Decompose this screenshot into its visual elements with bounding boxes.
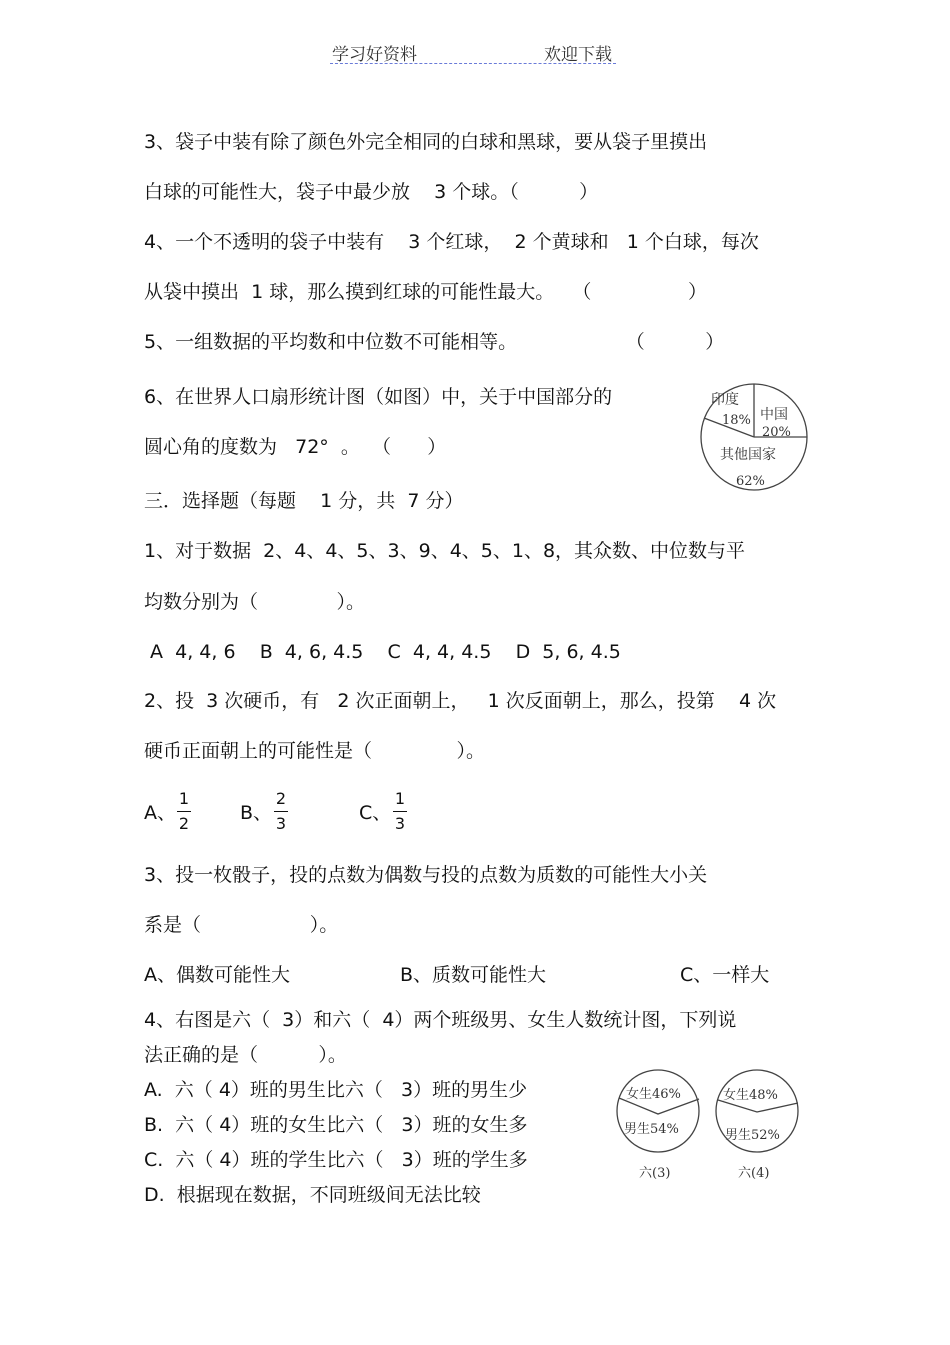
label-class: 六(3) <box>639 1166 671 1181</box>
page-header <box>0 0 950 70</box>
label-boys: 男生52% <box>725 1128 780 1143</box>
header-left: 学习好资料 <box>332 45 417 65</box>
q3-option-c: C、一样大 <box>680 964 770 986</box>
text-line: 法正确的是（ ）。 <box>144 1044 347 1066</box>
text-line: 1、对于数据 2、4、4、5、3、9、4、5、1、8，其众数、中位数与平 <box>144 540 746 562</box>
q3-option-a: A、偶数可能性大 <box>144 964 290 986</box>
options-line: A 4, 4, 6 B 4, 6, 4.5 C 4, 4, 4.5 D 5, 6, 4.5 <box>144 641 621 663</box>
denominator: 2 <box>178 814 190 833</box>
header-right: 欢迎下载 <box>544 45 612 65</box>
text-line: 4、右图是六（ 3）和六（ 4）两个班级男、女生人数统计图，下列说 <box>144 1009 737 1031</box>
fraction-a <box>177 790 191 833</box>
text-line: 6、在世界人口扇形统计图（如图）中，关于中国部分的 <box>144 386 613 408</box>
text-line: 3、投一枚骰子，投的点数为偶数与投的点数为质数的可能性大小关 <box>144 864 708 886</box>
option-b-label: B、 <box>240 802 273 824</box>
label-india-pct: 18% <box>722 413 751 428</box>
class-gender-pies <box>608 1066 808 1186</box>
text-line: 3、袋子中装有除了颜色外完全相同的白球和黑球，要从袋子里摸出 <box>144 131 708 153</box>
option-line: B. 六（ 4）班的女生比六（ 3）班的女生多 <box>144 1114 528 1136</box>
header-underline <box>330 63 616 64</box>
pie-outline <box>617 1070 699 1152</box>
option-c-label: C、 <box>359 802 392 824</box>
option-a-label: A、 <box>144 802 176 824</box>
label-class: 六(4) <box>738 1166 770 1181</box>
label-boys: 男生54% <box>624 1122 679 1137</box>
label-girls: 女生48% <box>723 1088 778 1103</box>
text-line: 5、一组数据的平均数和中位数不可能相等。 （ ） <box>144 331 725 353</box>
text-line: 系是（ ）。 <box>144 914 339 936</box>
option-line: C. 六（ 4）班的学生比六（ 3）班的学生多 <box>144 1149 528 1171</box>
label-china: 中国 <box>760 407 788 423</box>
text-line: 从袋中摸出 1 球，那么摸到红球的可能性最大。 （ ） <box>144 281 707 303</box>
text-line: 硬币正面朝上的可能性是（ ）。 <box>144 740 486 762</box>
pie-class-4 <box>716 1070 798 1181</box>
text-line: 4、一个不透明的袋子中装有 3 个红球， 2 个黄球和 1 个白球，每次 <box>144 231 759 253</box>
text-line: 均数分别为（ ）。 <box>144 591 366 613</box>
numerator: 1 <box>178 789 190 808</box>
fraction-c <box>393 790 407 833</box>
numerator: 2 <box>275 789 287 808</box>
label-other-pct: 62% <box>736 474 765 489</box>
numerator: 1 <box>394 789 406 808</box>
section-title: 三．选择题（每题 1 分，共 7 分） <box>144 490 464 512</box>
text-line: 白球的可能性大，袋子中最少放 3 个球。（ ） <box>144 181 599 203</box>
label-china-pct: 20% <box>762 425 791 440</box>
text-line: 圆心角的度数为 72° 。 （ ） <box>144 436 447 458</box>
q3-option-b: B、质数可能性大 <box>400 964 547 986</box>
denominator: 3 <box>394 814 406 833</box>
fraction-b <box>274 790 288 833</box>
label-girls: 女生46% <box>626 1087 681 1102</box>
label-other: 其他国家 <box>720 447 776 463</box>
option-line: D. 根据现在数据，不同班级间无法比较 <box>144 1184 481 1206</box>
denominator: 3 <box>275 814 287 833</box>
world-population-pie <box>694 382 814 497</box>
option-line: A. 六（ 4）班的男生比六（ 3）班的男生少 <box>144 1079 528 1101</box>
text-line: 2、投 3 次硬币，有 2 次正面朝上， 1 次反面朝上，那么，投第 4 次 <box>144 690 777 712</box>
pie-class-3 <box>617 1070 699 1181</box>
label-india: 印度 <box>711 392 739 408</box>
